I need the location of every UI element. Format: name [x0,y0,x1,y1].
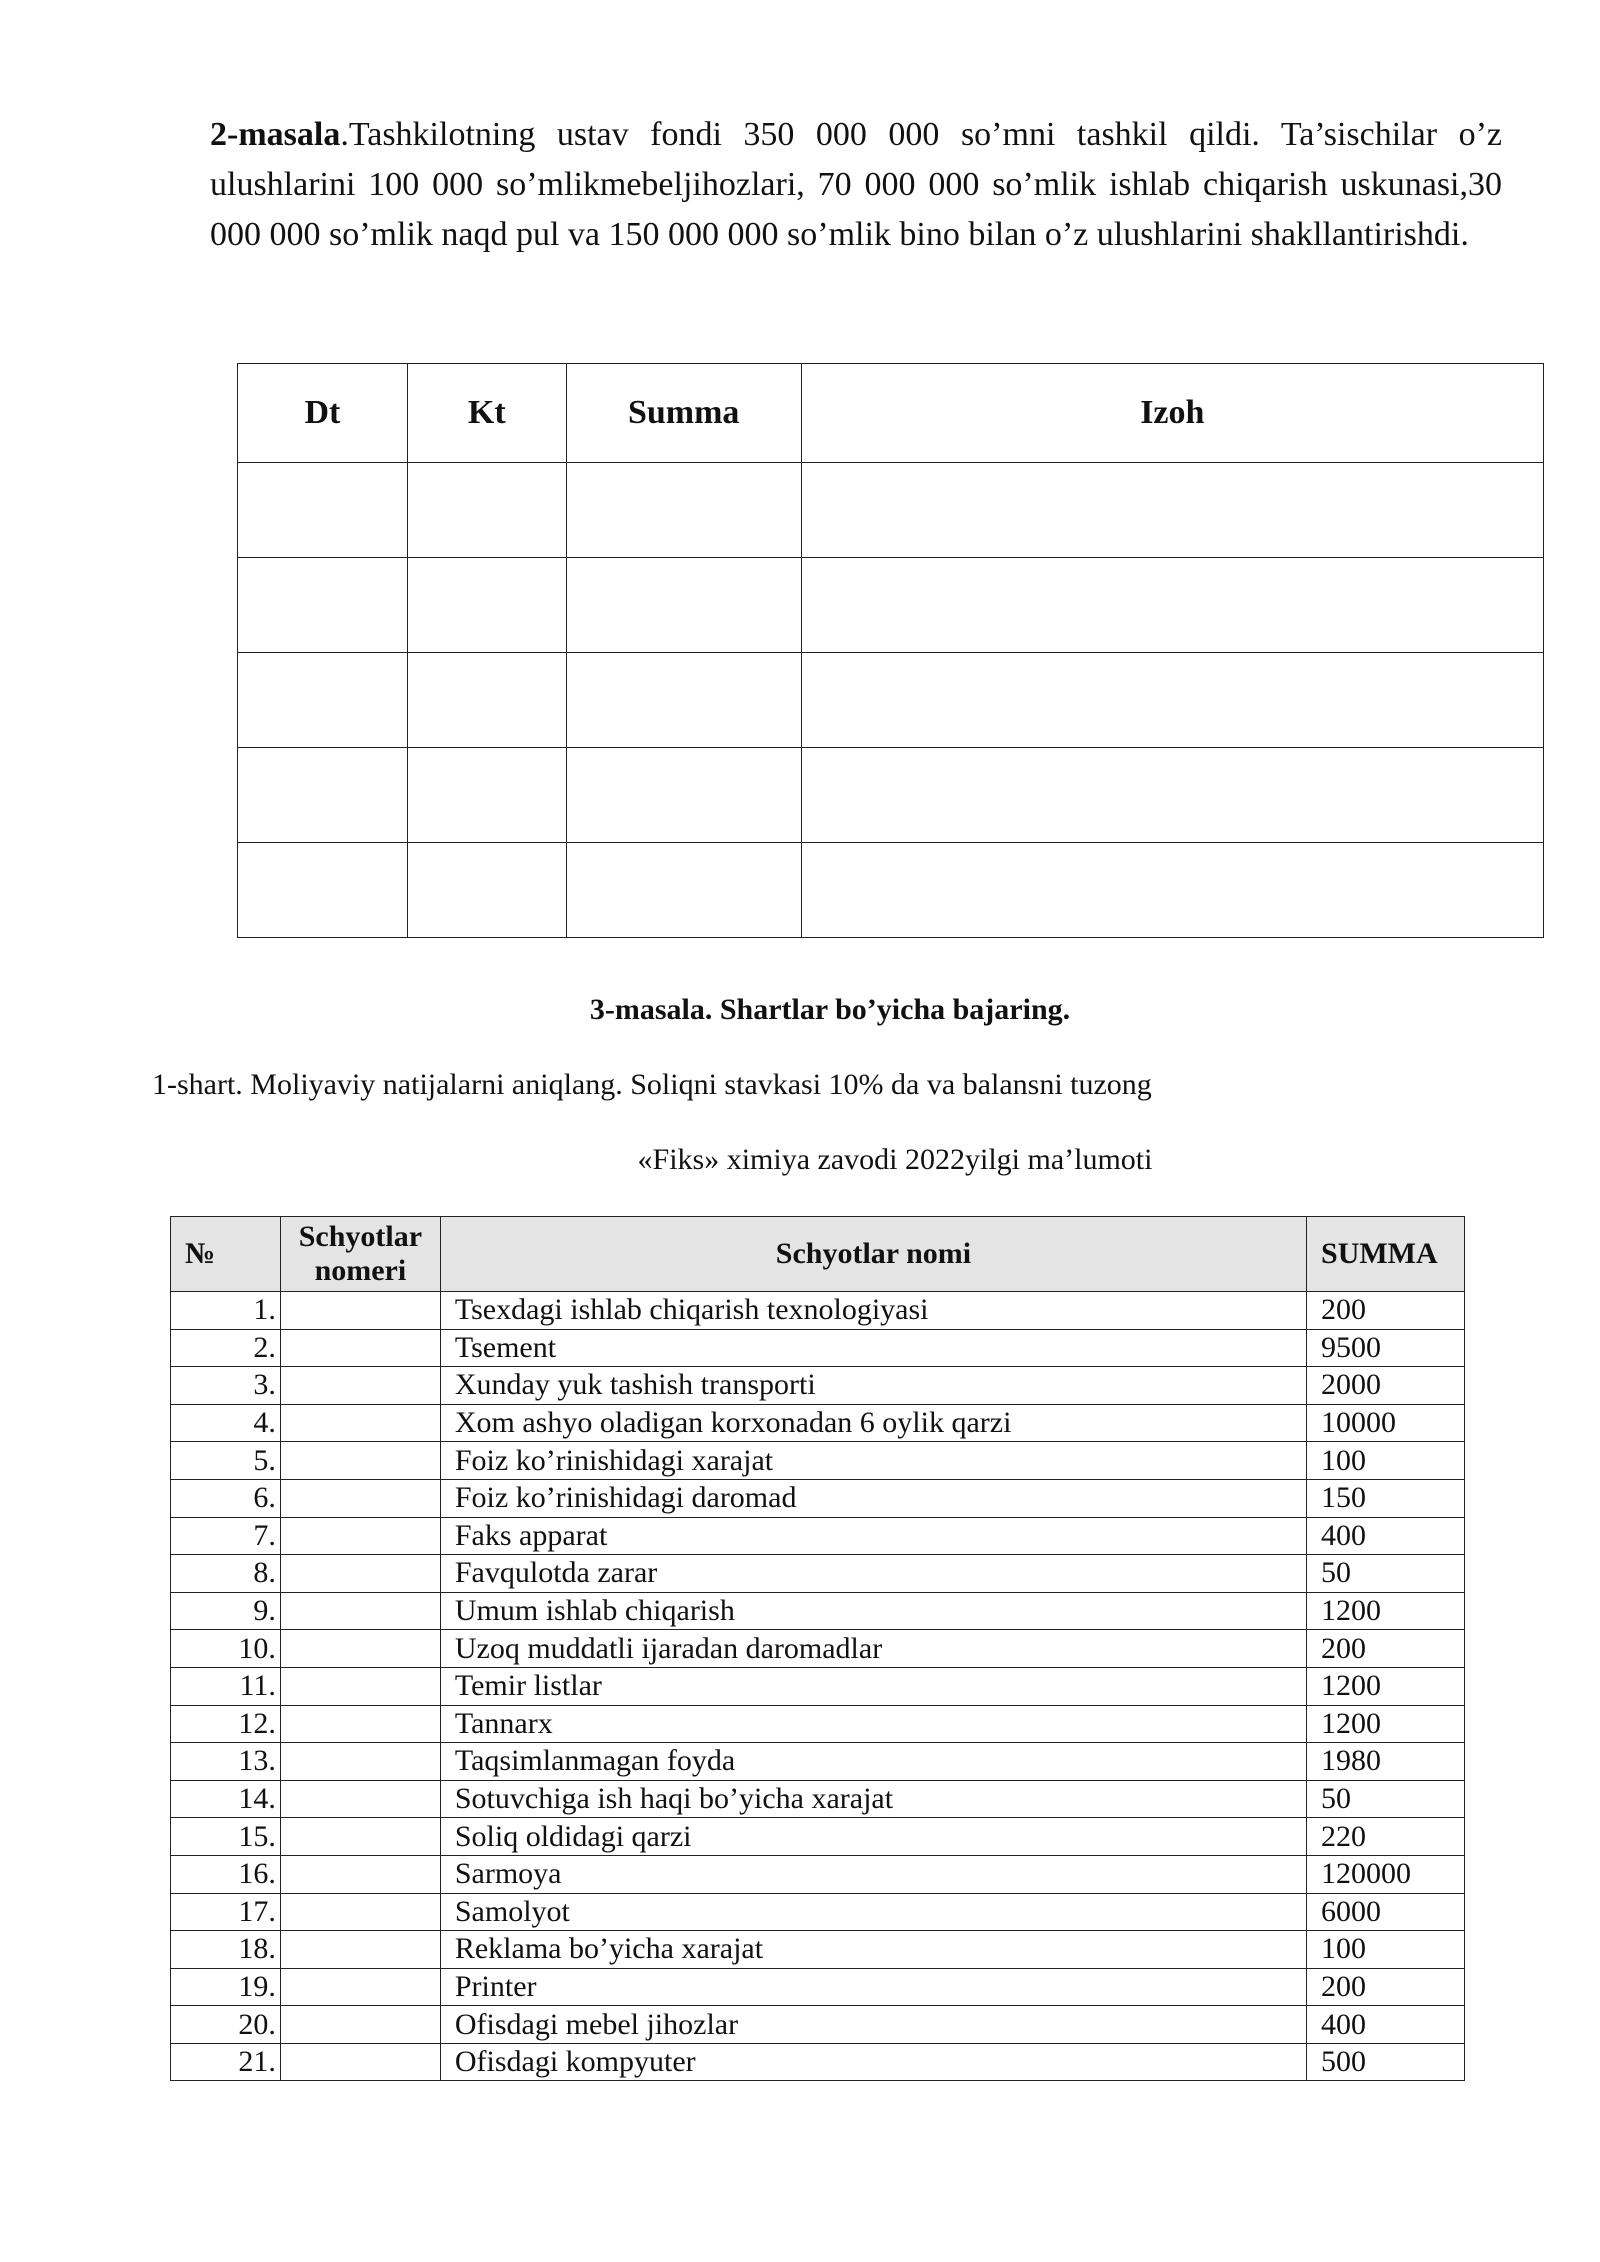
row-account-name: Xom ashyo oladigan korxonadan 6 oylik qarzi [440,1404,1306,1442]
row-amount: 1200 [1307,1705,1465,1743]
row-amount: 2000 [1307,1367,1465,1405]
table-row [171,1517,1465,1555]
header-dt: Dt [238,364,408,463]
row-amount: 220 [1307,1818,1465,1856]
row-account-number [280,1855,440,1893]
row-amount: 150 [1307,1479,1465,1517]
row-account-name: Faks apparat [440,1517,1306,1555]
row-amount: 200 [1307,1630,1465,1668]
row-amount: 1200 [1307,1667,1465,1705]
row-account-name: Soliq oldidagi qarzi [440,1818,1306,1856]
empty-cell [407,558,566,653]
accounts-header-row [171,1217,1465,1292]
row-number: 12. [171,1705,281,1743]
row-account-number [280,1404,440,1442]
table-row [171,1592,1465,1630]
header-account-name: Schyotlar nomi [440,1217,1306,1292]
row-account-number [280,1555,440,1593]
row-amount: 50 [1307,1780,1465,1818]
row-account-name: Tsement [440,1329,1306,1367]
row-number: 11. [171,1667,281,1705]
header-account-number-line1: Schyotlar [298,1220,423,1253]
table-caption: «Fiks» ximiya zavodi 2022yilgi ma’lumoti [637,1143,1153,1176]
header-number: № [171,1217,281,1292]
row-account-name: Sotuvchiga ish haqi bo’yicha xarajat [440,1780,1306,1818]
empty-cell [801,653,1543,748]
empty-cell [566,653,801,748]
journal-empty-row [238,653,1544,748]
header-account-number-line2: nomeri [314,1254,407,1287]
empty-cell [238,843,408,938]
table-row [171,1404,1465,1442]
row-account-number [280,1743,440,1781]
table-row [171,1292,1465,1330]
row-account-number [280,1292,440,1330]
table-row [171,2043,1465,2081]
row-account-name: Sarmoya [440,1855,1306,1893]
row-account-name: Reklama bo’yicha xarajat [440,1931,1306,1969]
table-row [171,1818,1465,1856]
empty-cell [801,558,1543,653]
table-row [171,1329,1465,1367]
row-account-number [280,1818,440,1856]
row-account-number [280,1630,440,1668]
table-row [171,2006,1465,2044]
row-number: 14. [171,1780,281,1818]
row-account-number [280,1517,440,1555]
row-amount: 100 [1307,1931,1465,1969]
journal-empty-row [238,748,1544,843]
row-number: 10. [171,1630,281,1668]
row-account-name: Temir listlar [440,1667,1306,1705]
row-account-name: Xunday yuk tashish transporti [440,1367,1306,1405]
row-number: 5. [171,1442,281,1480]
row-account-name: Foiz ko’rinishidagi daromad [440,1479,1306,1517]
table-row [171,1667,1465,1705]
row-number: 2. [171,1329,281,1367]
table-row [171,1555,1465,1593]
table-row [171,1743,1465,1781]
row-account-number [280,1442,440,1480]
row-account-number [280,1367,440,1405]
task-2-label: 2-masala [210,116,341,153]
row-account-name: Ofisdagi kompyuter [440,2043,1306,2081]
row-amount: 6000 [1307,1893,1465,1931]
task-2-paragraph [210,110,1502,260]
row-amount: 120000 [1307,1855,1465,1893]
empty-cell [238,748,408,843]
row-number: 13. [171,1743,281,1781]
row-number: 1. [171,1292,281,1330]
table-row [171,1855,1465,1893]
row-amount: 1200 [1307,1592,1465,1630]
journal-empty-row [238,843,1544,938]
empty-cell [238,558,408,653]
row-amount: 200 [1307,1968,1465,2006]
row-number: 6. [171,1479,281,1517]
row-account-name: Ofisdagi mebel jihozlar [440,2006,1306,2044]
header-kt: Kt [407,364,566,463]
row-number: 9. [171,1592,281,1630]
row-number: 3. [171,1367,281,1405]
empty-cell [407,653,566,748]
empty-cell [566,843,801,938]
row-amount: 200 [1307,1292,1465,1330]
row-number: 7. [171,1517,281,1555]
row-amount: 400 [1307,1517,1465,1555]
table-row [171,1630,1465,1668]
table-row [171,1367,1465,1405]
task-2-text: .Tashkilotning ustav fondi 350 000 000 so’mni tashkil qildi. Ta’sischilar o’z ulushlarini 100 000 so’mlikmebeljihozlari, 70 000 000 so’mlik ishlab chiqarish uskunasi,30 000 000 so’mlik naqd pul va 150 000 000 so’mlik bino bilan o’z ulushlarini shakllantirishdi. [210,116,1502,253]
row-number: 16. [171,1855,281,1893]
row-account-number [280,1667,440,1705]
row-number: 4. [171,1404,281,1442]
row-account-number [280,1592,440,1630]
row-account-name: Tannarx [440,1705,1306,1743]
table-row [171,1893,1465,1931]
table-row [171,1442,1465,1480]
row-account-number [280,1705,440,1743]
row-amount: 400 [1307,2006,1465,2044]
row-account-number [280,1968,440,2006]
row-number: 8. [171,1555,281,1593]
empty-cell [407,463,566,558]
row-account-name: Uzoq muddatli ijaradan daromadlar [440,1630,1306,1668]
empty-cell [407,843,566,938]
row-account-name: Umum ishlab chiqarish [440,1592,1306,1630]
empty-cell [801,843,1543,938]
header-izoh: Izoh [801,364,1543,463]
table-row [171,1705,1465,1743]
empty-cell [801,748,1543,843]
journal-empty-row [238,463,1544,558]
row-number: 21. [171,2043,281,2081]
empty-cell [566,463,801,558]
row-account-name: Favqulotda zarar [440,1555,1306,1593]
row-amount: 9500 [1307,1329,1465,1367]
accounts-body [171,1292,1465,2081]
row-account-name: Samolyot [440,1893,1306,1931]
row-account-number [280,1479,440,1517]
journal-entry-table [237,363,1544,938]
row-account-number [280,2006,440,2044]
row-amount: 10000 [1307,1404,1465,1442]
row-amount: 50 [1307,1555,1465,1593]
empty-cell [566,558,801,653]
table-row [171,1968,1465,2006]
row-account-name: Printer [440,1968,1306,2006]
header-summa: SUMMA [1307,1217,1465,1292]
row-account-name: Tsexdagi ishlab chiqarish texnologiyasi [440,1292,1306,1330]
row-account-number [280,1780,440,1818]
row-account-name: Foiz ko’rinishidagi xarajat [440,1442,1306,1480]
row-number: 20. [171,2006,281,2044]
empty-cell [801,463,1543,558]
header-account-number [280,1217,440,1292]
task-3-title: 3-masala. Shartlar bo’yicha bajaring. [589,993,1071,1026]
row-number: 17. [171,1893,281,1931]
row-number: 18. [171,1931,281,1969]
task-3-condition: 1-shart. Moliyaviy natijalarni aniqlang. Soliqni stavkasi 10% da va balansni tuzong [152,1068,1152,1101]
row-number: 19. [171,1968,281,2006]
empty-cell [407,748,566,843]
row-account-number [280,1329,440,1367]
row-account-name: Taqsimlanmagan foyda [440,1743,1306,1781]
row-amount: 1980 [1307,1743,1465,1781]
journal-empty-row [238,558,1544,653]
row-account-number [280,1931,440,1969]
journal-header-row [238,364,1544,463]
empty-cell [238,463,408,558]
header-summa: Summa [566,364,801,463]
row-account-number [280,1893,440,1931]
table-row [171,1479,1465,1517]
table-row [171,1931,1465,1969]
row-account-number [280,2043,440,2081]
row-amount: 500 [1307,2043,1465,2081]
empty-cell [566,748,801,843]
table-row [171,1780,1465,1818]
row-number: 15. [171,1818,281,1856]
empty-cell [238,653,408,748]
row-amount: 100 [1307,1442,1465,1480]
accounts-table [170,1216,1465,2081]
